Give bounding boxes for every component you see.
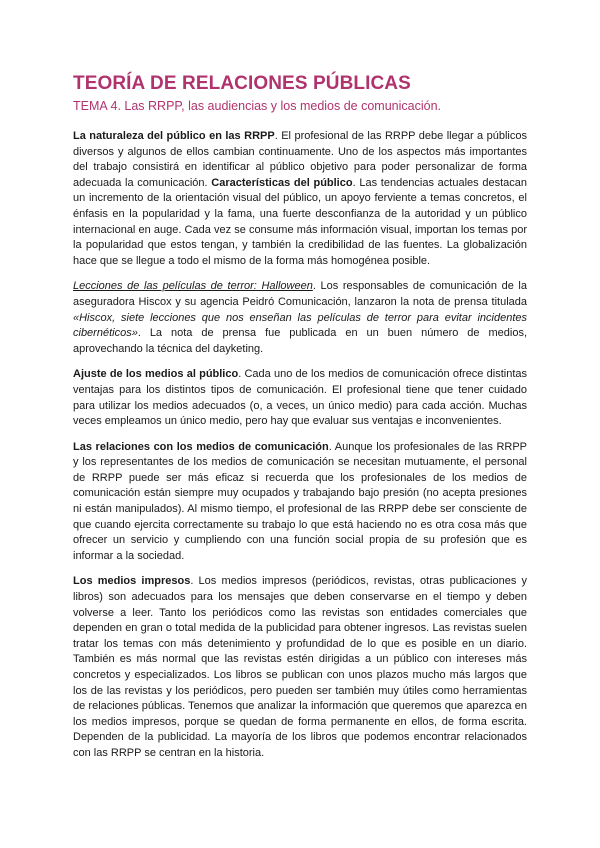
paragraph-text: . Cada uno de los medios de comunicación ofrece distintas ventajas para los distintos tipos de comunicación. El profesional tiene que tener cuidado para utilizar los medios adecuados (o, a veces, un único medio) para cada acción. Muchas veces empleamos un único medio, pero hay que evaluar sus ventajas e inconvenientes. <box>73 368 527 428</box>
paragraph-relaciones-medios <box>73 440 527 565</box>
paragraph-naturaleza-publico <box>73 129 527 269</box>
paragraph-ajuste-medios <box>73 367 527 429</box>
paragraph-heading: Las relaciones con los medios de comunicación <box>73 440 329 453</box>
paragraph-heading: Ajuste de los medios al público <box>73 368 239 381</box>
paragraph-text: . Los medios impresos (periódicos, revistas, otras publicaciones y libros) son adecuados para los mensajes que deben conservarse en el tiempo y deben volverse a leer. Tanto los periódicos como las revistas son entidades comerciales que dependen en gran o total medida de la publicidad para obtener ingresos. Las revistas suelen tratar los temas con más detenimiento y profundidad de lo que es posible en un diario. También es más normal que las revistas estén dirigidas a un público con intereses más concretos y especializados. Los libros se publican con unos plazos mucho más largos que los de las revistas y los periódicos, pero pueden ser también muy útiles como herramientas de relaciones públicas. Tenemos que analizar la información que queremos que aparezca en los medios impresos, porque se quedan de forma permanente en ellos, de forma escrita. Dependen de la publicidad. La mayoría de los libros que podemos encontrar relacionados con las RRPP se centran en la historia. <box>73 575 527 759</box>
paragraph-text: . Los responsables de comunicación de la aseguradora Hiscox y su agencia Peidró Comunicación, lanzaron la nota de prensa titulada <box>73 280 527 308</box>
paragraph-text: . La nota de prensa fue publicada en un buen número de medios, aprovechando la técnica del dayketing. <box>73 327 527 355</box>
document-subtitle: TEMA 4. Las RRPP, las audiencias y los medios de comunicación. <box>73 99 442 113</box>
paragraph-text: . Las tendencias actuales destacan un incremento de la orientación visual del público, un apoyo ferviente a temas concretos, el énfasis en la popularidad y la fama, una fuerte desconfianza de la autoridad y un público internacional en auge. Cada vez se consume más información visual, importan los temas por la popularidad que estos tengan, y también la credibilidad de las fuentes. La globalización hace que se llegue a todo el mismo de la forma más homogénea posible. <box>73 176 528 267</box>
press-release-title: «Hiscox, siete lecciones que nos enseñan las películas de terror para evitar incidentes cibernéticos» <box>73 311 527 340</box>
paragraph-text: . Aunque los profesionales de las RRPP y los representantes de los medios de comunicación se necesitan mutuamente, el personal de RRPP puede ser más eficaz si recuerda que los profesionales de los medios de comunicación están siempre muy ocupados y trabajando bajo presión (no acepta presiones ni están manipulados). Al mismo tiempo, el profesional de las RRPP debe ser consciente de que cuando ejercita correctamente su trabajo lo que está haciendo no es otra cosa más que ofrecer un servicio y cumpliendo con una función social propia de su profesión que es informar a la sociedad. <box>73 440 527 562</box>
paragraph-subheading: Características del público <box>211 176 353 189</box>
paragraph-heading: La naturaleza del público en las RRPP <box>73 130 275 142</box>
paragraph-lecciones-halloween <box>73 279 527 357</box>
document-title: TEORÍA DE RELACIONES PÚBLICAS <box>73 73 411 94</box>
paragraph-heading: Los medios impresos <box>73 575 191 588</box>
paragraph-text: . El profesional de las RRPP debe llegar a públicos diversos y algunos de ellos cambian continuamente. Uno de los aspectos más importantes del trabajo consistirá en identificar al público objetivo para poder personalizar de forma adecuada la comunicación. <box>73 130 527 189</box>
paragraph-heading: Lecciones de las películas de terror: Halloween <box>73 280 313 293</box>
paragraph-medios-impresos <box>73 574 527 761</box>
